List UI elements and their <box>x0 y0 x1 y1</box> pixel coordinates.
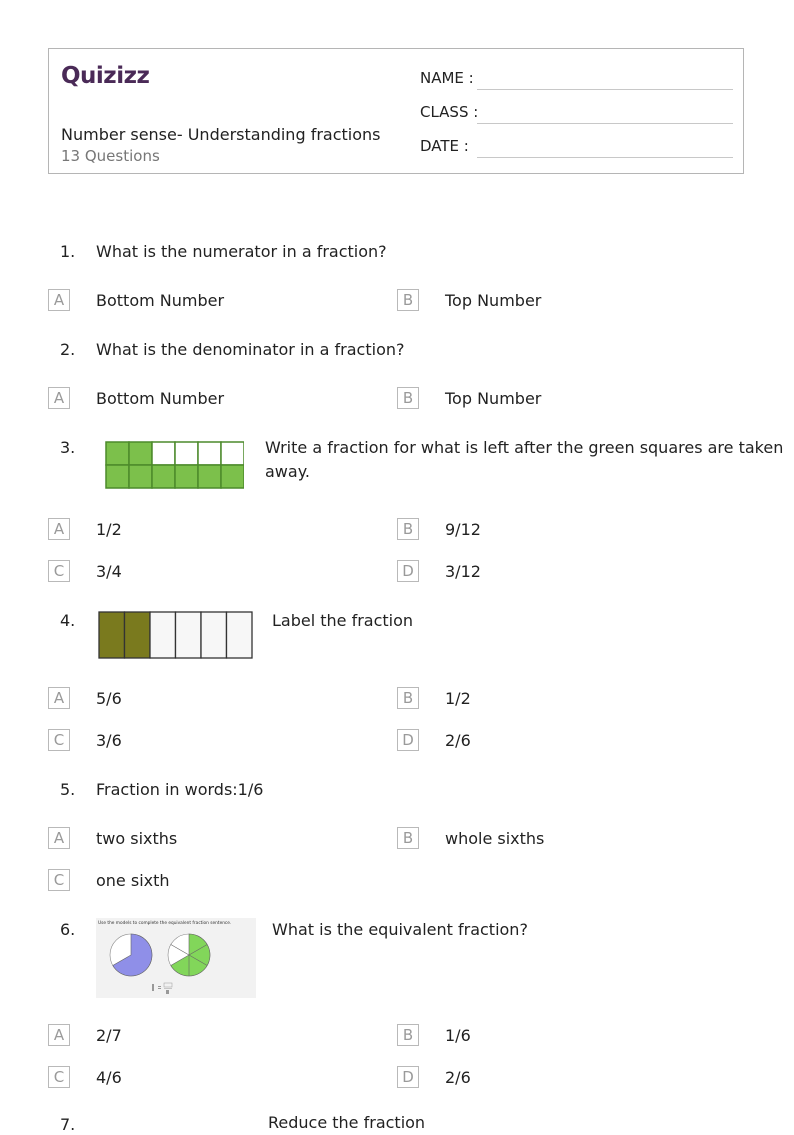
grid-square <box>106 465 129 488</box>
date-field[interactable] <box>477 157 733 158</box>
option-letter[interactable]: C <box>48 1066 70 1088</box>
option-text[interactable]: 4/6 <box>96 1068 122 1087</box>
option-letter[interactable]: C <box>48 729 70 751</box>
class-field[interactable] <box>477 123 733 124</box>
question-number: 1. <box>60 242 76 261</box>
bar-part <box>201 612 227 658</box>
option-letter[interactable]: B <box>397 1024 419 1046</box>
option-text[interactable]: 2/6 <box>445 1068 471 1087</box>
question-text: What is the denominator in a fraction? <box>96 340 405 359</box>
option-text[interactable]: Bottom Number <box>96 389 225 408</box>
option-text[interactable]: 3/4 <box>96 562 122 581</box>
option-letter[interactable]: B <box>397 827 419 849</box>
option-letter[interactable]: A <box>48 827 70 849</box>
question-number: 2. <box>60 340 76 359</box>
question-text: Label the fraction <box>272 611 414 630</box>
grid-square <box>198 442 221 465</box>
bar-part <box>125 612 151 658</box>
option-letter[interactable]: C <box>48 869 70 891</box>
option-text[interactable]: 1/2 <box>96 520 122 539</box>
question-number: 4. <box>60 611 76 630</box>
question-text: What is the equivalent fraction? <box>272 920 528 939</box>
option-text[interactable]: 2/6 <box>445 731 471 750</box>
option-letter[interactable]: B <box>397 289 419 311</box>
option-text[interactable]: Top Number <box>445 291 542 310</box>
question-text-line-2: away. <box>265 462 310 481</box>
bar-part <box>150 612 176 658</box>
option-letter[interactable]: D <box>397 729 419 751</box>
grid-square <box>221 465 244 488</box>
option-text[interactable]: 1/2 <box>445 689 471 708</box>
question-text: Fraction in words:1/6 <box>96 780 264 799</box>
grid-square <box>129 465 152 488</box>
option-text[interactable]: Bottom Number <box>96 291 225 310</box>
option-text[interactable]: 2/7 <box>96 1026 122 1045</box>
bar-part <box>99 612 125 658</box>
question-text: What is the numerator in a fraction? <box>96 242 387 261</box>
option-letter[interactable]: B <box>397 387 419 409</box>
grid-square <box>175 465 198 488</box>
name-label: NAME : <box>420 69 474 87</box>
date-label: DATE : <box>420 137 469 155</box>
option-letter[interactable]: B <box>397 518 419 540</box>
grid-square <box>152 465 175 488</box>
question-text: Reduce the fraction <box>268 1113 426 1132</box>
option-text[interactable]: whole sixths <box>445 829 545 848</box>
grid-square <box>221 442 244 465</box>
option-text[interactable]: 3/12 <box>445 562 481 581</box>
option-letter[interactable]: D <box>397 560 419 582</box>
option-text[interactable]: one sixth <box>96 871 170 890</box>
option-text[interactable]: two sixths <box>96 829 178 848</box>
svg-text:Quizizz: Quizizz <box>61 63 150 89</box>
option-letter[interactable]: A <box>48 289 70 311</box>
class-label: CLASS : <box>420 103 479 121</box>
grid-square <box>198 465 221 488</box>
question-number: 6. <box>60 920 76 939</box>
question-text-line-1: Write a fraction for what is left after the green squares are taken <box>265 438 784 457</box>
question-count: 13 Questions <box>61 147 160 165</box>
fraction-bar-image <box>96 609 256 661</box>
quizizz-logo <box>61 59 161 89</box>
option-letter[interactable]: C <box>48 560 70 582</box>
option-letter[interactable]: A <box>48 518 70 540</box>
option-letter[interactable]: A <box>48 687 70 709</box>
name-field[interactable] <box>477 89 733 90</box>
option-letter[interactable]: A <box>48 1024 70 1046</box>
bar-part <box>176 612 202 658</box>
option-letter[interactable]: D <box>397 1066 419 1088</box>
bar-part <box>227 612 253 658</box>
grid-square <box>175 442 198 465</box>
grid-square <box>106 442 129 465</box>
option-text[interactable]: 1/6 <box>445 1026 471 1045</box>
fraction-circles-image <box>96 918 256 998</box>
worksheet-title: Number sense- Understanding fractions <box>61 125 381 144</box>
option-letter[interactable]: A <box>48 387 70 409</box>
option-letter[interactable]: B <box>397 687 419 709</box>
question-number: 7. <box>60 1115 76 1134</box>
worksheet-header <box>48 48 744 174</box>
grid-square <box>129 442 152 465</box>
image-caption: Use the models to complete the equivalent fraction sentence. <box>98 921 232 926</box>
option-text[interactable]: Top Number <box>445 389 542 408</box>
fraction-grid-image <box>104 440 244 492</box>
option-text[interactable]: 5/6 <box>96 689 122 708</box>
grid-square <box>152 442 175 465</box>
question-number: 3. <box>60 438 76 457</box>
option-text[interactable]: 9/12 <box>445 520 481 539</box>
question-number: 5. <box>60 780 76 799</box>
option-text[interactable]: 3/6 <box>96 731 122 750</box>
